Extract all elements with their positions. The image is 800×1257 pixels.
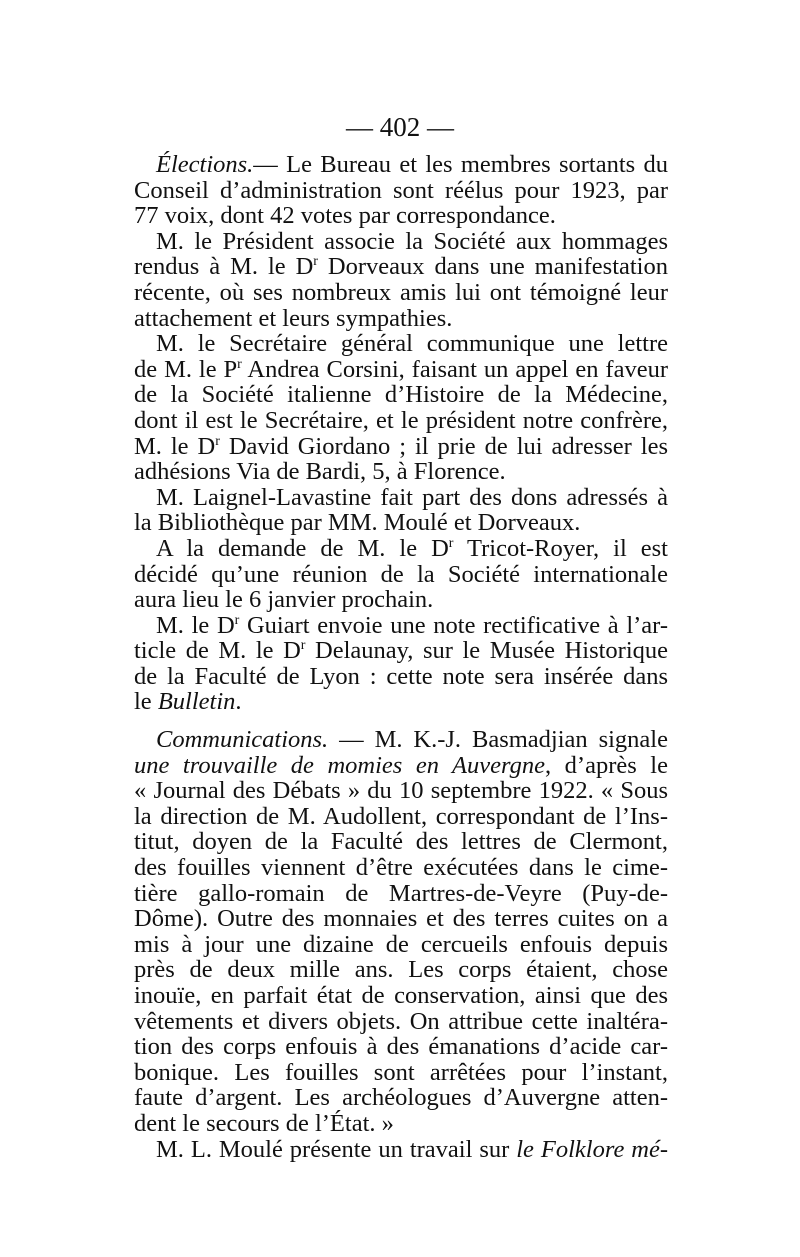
text-run: « Journal des Débats » du 10 septembre 1922. « Sous <box>134 777 668 805</box>
text-line <box>134 536 668 562</box>
superscript: r <box>215 433 220 449</box>
text-run: Andrea Corsini, faisant un appel en faveur <box>241 355 669 383</box>
text-run: titut, doyen de la Faculté des lettres de Clermont, <box>134 828 668 856</box>
superscript: r <box>300 638 306 654</box>
text-run: attachement et leurs sympathies. <box>134 304 453 332</box>
text-line <box>134 485 668 511</box>
text-line <box>134 689 668 715</box>
superscript: r <box>448 535 454 551</box>
italic-text: Bulletin <box>157 688 236 716</box>
text-line <box>134 957 668 983</box>
text-run: de la Société italienne d’Histoire de la Médecine, <box>134 381 668 409</box>
text-run: décidé qu’une réunion de la Société internationale <box>134 560 668 588</box>
superscript: r <box>313 254 318 270</box>
text-line <box>134 1137 668 1163</box>
text-run: M. le D <box>156 611 235 639</box>
text-run: ticle de M. le D <box>134 637 301 665</box>
text-line <box>134 434 668 460</box>
text-run: Dorveaux dans une manifestation <box>317 253 668 281</box>
text-run: M. le Président associe la Société aux hommages <box>156 227 668 255</box>
text-run: — Le Bureau et les membres sortants du <box>253 151 668 178</box>
text-run: David Giordano ; il prie de lui adresser les <box>219 432 668 460</box>
text-run: aura lieu le 6 janvier prochain. <box>134 586 434 614</box>
text-line <box>134 1060 668 1086</box>
text-run: de M. le P <box>134 355 238 383</box>
text-line <box>134 280 668 306</box>
text-run: inouïe, en parfait état de conservation, ainsi que des <box>134 982 668 1009</box>
page-number: — 402 — <box>346 112 454 142</box>
text-run: près de deux mille ans. Les corps étaient, chose <box>134 956 668 984</box>
text-run: A la demande de M. le D <box>156 534 449 562</box>
text-run: tière gallo-romain de Martres-de-Veyre (Puy-de- <box>134 879 668 907</box>
text-line <box>134 804 668 830</box>
text-run: dent le secours de l’État. » <box>134 1109 394 1137</box>
text-run: bonique. Les fouilles sont arrêtées pour l’instant, <box>134 1058 668 1086</box>
text-line <box>134 178 668 204</box>
text-line <box>134 510 668 536</box>
text-line <box>134 1085 668 1111</box>
text-line <box>134 459 668 485</box>
italic-text: Communications. <box>156 726 329 754</box>
text-run: M. le D <box>134 432 216 460</box>
text-run: M. le Secrétaire général communique une lettre <box>156 330 668 358</box>
text-line <box>134 587 668 613</box>
italic-text: le Folklore mé- <box>516 1135 668 1163</box>
text-line <box>134 1034 668 1060</box>
text-line <box>134 613 668 639</box>
text-line <box>134 881 668 907</box>
text-run: Tricot-Royer, il est <box>453 534 668 562</box>
text-run: tion des corps enfouis à des émanations d’acide car- <box>134 1033 668 1061</box>
text-run: 77 voix, dont 42 votes par correspondance. <box>134 202 556 230</box>
text-run: récente, où ses nombreux amis lui ont témoigné leur <box>134 278 668 306</box>
body-text <box>134 152 668 1162</box>
text-line <box>134 638 668 664</box>
text-line <box>134 778 668 804</box>
text-run: vêtements et divers objets. On attribue cette inaltéra- <box>134 1007 668 1035</box>
text-line <box>134 562 668 588</box>
text-line <box>134 152 668 178</box>
text-run: des fouilles viennent d’être exécutées dans le cime- <box>134 854 668 882</box>
text-line <box>134 829 668 855</box>
text-line <box>134 254 668 280</box>
text-run: faute d’argent. Les archéologues d’Auvergne atten- <box>134 1084 668 1112</box>
text-line <box>134 408 668 434</box>
text-line <box>134 753 668 779</box>
text-line <box>134 1009 668 1035</box>
text-line <box>134 203 668 229</box>
text-line <box>134 664 668 690</box>
italic-text: Élections. <box>156 151 254 178</box>
text-run: la Bibliothèque par MM. Moulé et Dorveaux. <box>134 509 581 537</box>
text-line <box>134 983 668 1009</box>
text-run: le <box>134 688 158 716</box>
text-run: , d’après le <box>545 751 668 779</box>
text-run: Conseil d’administration sont réélus pour 1923, par <box>134 176 668 204</box>
superscript: r <box>237 356 242 372</box>
text-run: rendus à M. le D <box>134 253 314 281</box>
text-line <box>134 331 668 357</box>
superscript: r <box>234 612 240 628</box>
text-run: de la Faculté de Lyon : cette note sera insérée dans <box>134 662 668 690</box>
text-run: M. Laignel-Lavastine fait part des dons adressés à <box>156 483 668 511</box>
text-run: adhésions Via de Bardi, 5, à Florence. <box>134 458 506 486</box>
text-line <box>134 932 668 958</box>
text-run: mis à jour une dizaine de cercueils enfouis depuis <box>134 930 668 958</box>
text-run: Delaunay, sur le Musée Historique <box>305 637 669 665</box>
text-line <box>134 727 668 753</box>
text-line <box>134 382 668 408</box>
text-run: — M. K.-J. Basmadjian signale <box>328 726 668 754</box>
text-line <box>134 1111 668 1137</box>
text-run: la direction de M. Audollent, correspondant de l’Ins- <box>134 802 668 830</box>
text-line <box>134 906 668 932</box>
text-run: dont il est le Secrétaire, et le président notre confrère, <box>134 406 668 434</box>
text-line <box>134 357 668 383</box>
text-run: M. L. Moulé présente un travail sur <box>156 1135 517 1163</box>
italic-text: une trouvaille de momies en Auvergne <box>134 751 546 779</box>
text-line <box>134 855 668 881</box>
text-run: Guiart envoie une note rectificative à l’ar- <box>239 611 668 639</box>
text-line <box>134 306 668 332</box>
text-line <box>134 229 668 255</box>
text-run: Dôme). Outre des monnaies et des terres cuites on a <box>134 905 668 933</box>
text-run: . <box>235 688 242 716</box>
